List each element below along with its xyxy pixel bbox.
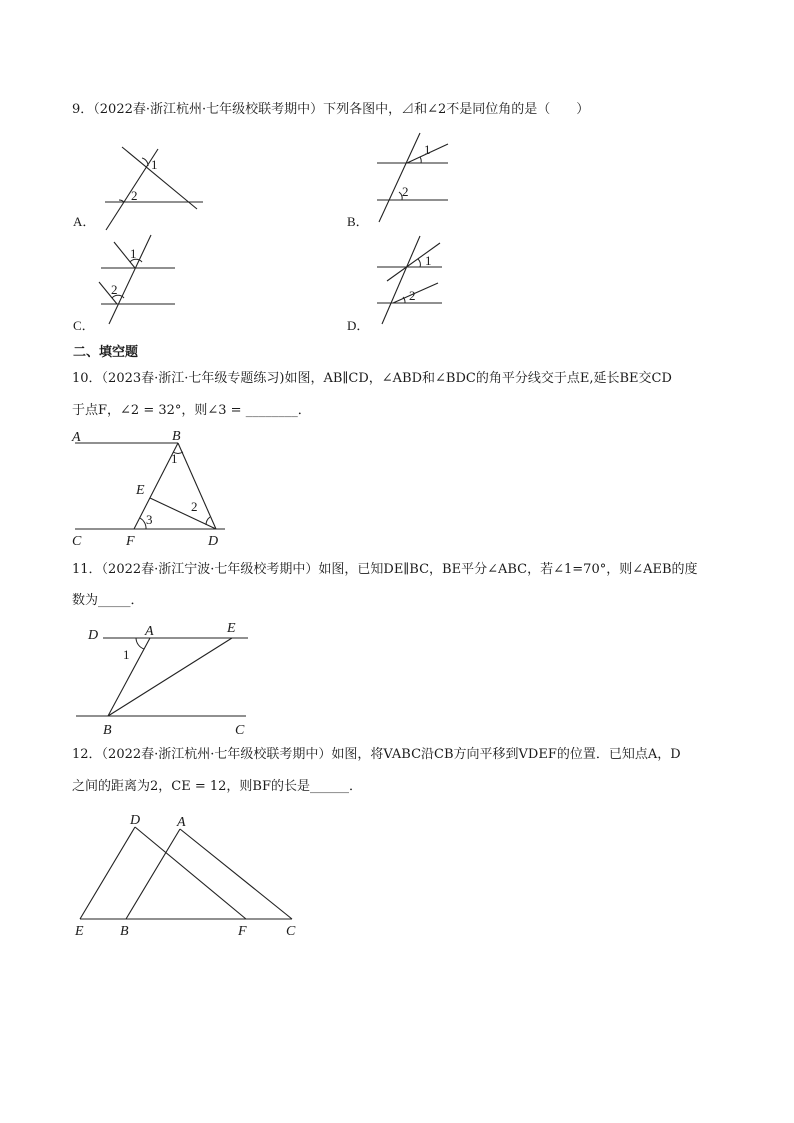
q11-angle-1-label: 1 — [123, 647, 130, 662]
q9a-angle-2-label: 2 — [131, 188, 138, 203]
q9-figure-d — [375, 232, 475, 327]
q9-option-a[interactable]: A． — [73, 214, 96, 229]
q10-angle-3-label: 3 — [146, 512, 153, 527]
q11-point-b: B — [103, 723, 112, 738]
q12-point-a: A — [177, 815, 186, 830]
q12-line-1: 12．（2022春·浙江杭州·七年级校联考期中）如图，将VABC沿CB方向平移到VDEF的位置．已知点A，D — [72, 747, 681, 762]
section-title: 二、填空题 — [73, 345, 139, 360]
q11-point-e: E — [227, 621, 236, 636]
q9b-angle-2-label: 2 — [402, 184, 409, 199]
q12-point-b: B — [120, 924, 129, 939]
q10-angle-1-label: 1 — [171, 451, 178, 466]
q10-line-2: 于点F，∠2 = 32°，则∠3 = ________． — [72, 403, 311, 418]
q9a-angle-1-label: 1 — [151, 157, 158, 172]
q10-point-b: B — [172, 429, 181, 444]
q10-point-d: D — [208, 534, 219, 549]
q9c-angle-2-label: 2 — [111, 282, 118, 297]
q12-line-2: 之间的距离为2，CE = 12，则BF的长是______． — [72, 779, 362, 794]
q10-point-a: A — [72, 430, 81, 445]
q9-option-b[interactable]: B． — [347, 214, 369, 229]
q9-option-c[interactable]: C． — [73, 318, 95, 333]
q11-figure — [72, 618, 262, 738]
q12-point-e: E — [75, 924, 84, 939]
q11-point-d: D — [88, 628, 99, 643]
q11-line-2: 数为_____． — [72, 593, 144, 608]
q12-figure — [70, 812, 310, 942]
q9-text: 9．（2022春·浙江杭州·七年级校联考期中）下列各图中，⊿和∠2不是同位角的是（ ） — [72, 102, 590, 117]
q9d-angle-1-label: 1 — [425, 253, 432, 268]
q10-figure — [70, 428, 240, 548]
q9-option-d[interactable]: D． — [347, 318, 370, 333]
q10-point-c: C — [72, 534, 82, 549]
q12-point-f: F — [238, 924, 247, 939]
q9b-angle-1-label: 1 — [424, 142, 431, 157]
q9d-angle-2-label: 2 — [409, 288, 416, 303]
q11-line-1: 11．（2022春·浙江宁波·七年级校考期中）如图，已知DE∥BC，BE平分∠ABC，若∠1=70°，则∠AEB的度 — [72, 562, 698, 577]
q9-figure-c — [95, 232, 195, 327]
q10-angle-2-label: 2 — [191, 499, 198, 514]
q11-point-c: C — [235, 723, 245, 738]
q12-point-c: C — [286, 924, 296, 939]
q10-point-e: E — [136, 483, 145, 498]
q9-figure-b — [375, 130, 475, 225]
q12-point-d: D — [130, 813, 141, 828]
q10-line-1: 10．（2023春·浙江·七年级专题练习)如图，AB∥CD，∠ABD和∠BDC的角平分线交于点E,延长BE交CD — [72, 371, 672, 386]
q10-point-f: F — [126, 534, 135, 549]
q11-point-a: A — [145, 624, 154, 639]
q9c-angle-1-label: 1 — [130, 246, 137, 261]
q9-figure-a — [100, 142, 240, 222]
